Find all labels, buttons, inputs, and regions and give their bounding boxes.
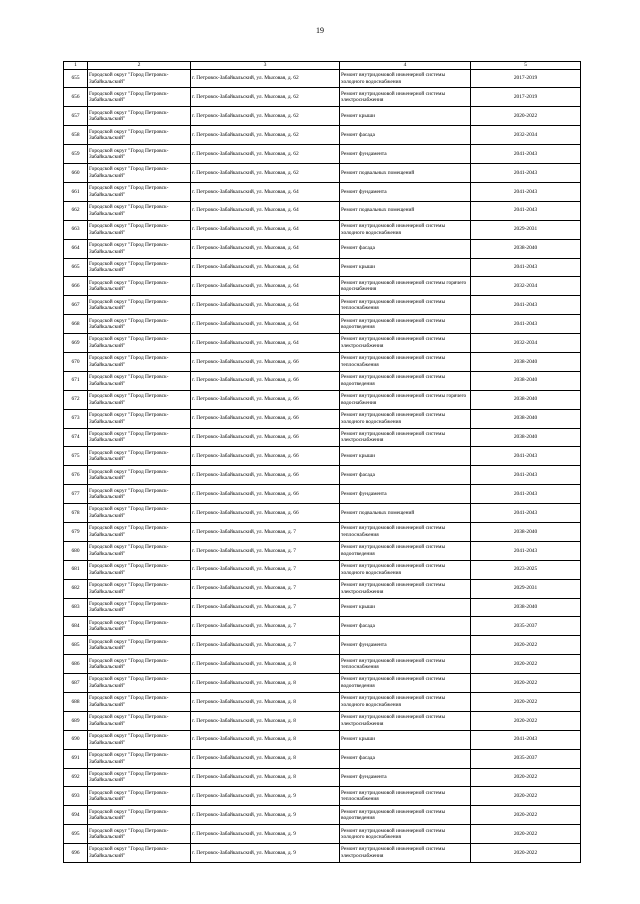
municipality-cell: Городской округ "Город Петровск-Забайкальский" <box>88 334 191 353</box>
address-cell: г. Петровск-Забайкальский, ул. Мысовая, д. 7 <box>191 617 340 636</box>
row-number: 658 <box>64 126 88 145</box>
address-cell: г. Петровск-Забайкальский, ул. Мысовая, д. 66 <box>191 409 340 428</box>
table-row <box>64 88 581 107</box>
address-cell: г. Петровск-Забайкальский, ул. Мысовая, д. 8 <box>191 768 340 787</box>
row-number: 664 <box>64 239 88 258</box>
row-number: 671 <box>64 371 88 390</box>
work-type-cell: Ремонт внутридомовой инженерной системы водоотведения <box>340 315 471 334</box>
period-cell: 2041-2043 <box>471 164 581 183</box>
period-cell: 2041-2043 <box>471 466 581 485</box>
work-type-cell: Ремонт фасада <box>340 126 471 145</box>
work-type-cell: Ремонт внутридомовой инженерной системы горячего водоснабжения <box>340 277 471 296</box>
address-cell: г. Петровск-Забайкальский, ул. Мысовая, д. 66 <box>191 428 340 447</box>
address-cell: г. Петровск-Забайкальский, ул. Мысовая, д. 64 <box>191 239 340 258</box>
period-cell: 2041-2043 <box>471 258 581 277</box>
municipality-cell: Городской округ "Город Петровск-Забайкальский" <box>88 220 191 239</box>
row-number: 665 <box>64 258 88 277</box>
period-cell: 2020-2022 <box>471 787 581 806</box>
municipality-cell: Городской округ "Город Петровск-Забайкальский" <box>88 466 191 485</box>
row-number: 669 <box>64 334 88 353</box>
municipality-cell: Городской округ "Город Петровск-Забайкальский" <box>88 806 191 825</box>
address-cell: г. Петровск-Забайкальский, ул. Мысовая, д. 7 <box>191 560 340 579</box>
address-cell: г. Петровск-Забайкальский, ул. Мысовая, д. 64 <box>191 334 340 353</box>
work-type-cell: Ремонт внутридомовой инженерной системы холодного водоснабжения <box>340 409 471 428</box>
row-number: 685 <box>64 636 88 655</box>
row-number: 677 <box>64 485 88 504</box>
work-type-cell: Ремонт внутридомовой инженерной системы электроснабжения <box>340 579 471 598</box>
municipality-cell: Городской округ "Город Петровск-Забайкальский" <box>88 485 191 504</box>
municipality-cell: Городской округ "Город Петровск-Забайкальский" <box>88 315 191 334</box>
row-number: 662 <box>64 201 88 220</box>
work-type-cell: Ремонт внутридомовой инженерной системы электроснабжения <box>340 711 471 730</box>
address-cell: г. Петровск-Забайкальский, ул. Мысовая, д. 66 <box>191 390 340 409</box>
address-cell: г. Петровск-Забайкальский, ул. Мысовая, д. 7 <box>191 541 340 560</box>
work-type-cell: Ремонт крыши <box>340 447 471 466</box>
table-row <box>64 579 581 598</box>
address-cell: г. Петровск-Забайкальский, ул. Мысовая, д. 64 <box>191 315 340 334</box>
table-row <box>64 844 581 863</box>
row-number: 690 <box>64 730 88 749</box>
period-cell: 2041-2043 <box>471 145 581 164</box>
period-cell: 2020-2022 <box>471 655 581 674</box>
work-type-cell: Ремонт внутридомовой инженерной системы холодного водоснабжения <box>340 69 471 88</box>
period-cell: 2020-2022 <box>471 636 581 655</box>
period-cell: 2038-2040 <box>471 390 581 409</box>
municipality-cell: Городской округ "Город Петровск-Забайкальский" <box>88 749 191 768</box>
address-cell: г. Петровск-Забайкальский, ул. Мысовая, д. 9 <box>191 806 340 825</box>
table-row <box>64 617 581 636</box>
period-cell: 2023-2025 <box>471 560 581 579</box>
address-cell: г. Петровск-Забайкальский, ул. Мысовая, д. 62 <box>191 107 340 126</box>
municipality-cell: Городской округ "Город Петровск-Забайкальский" <box>88 371 191 390</box>
row-number: 696 <box>64 844 88 863</box>
row-number: 688 <box>64 692 88 711</box>
period-cell: 2041-2043 <box>471 296 581 315</box>
period-cell: 2038-2040 <box>471 522 581 541</box>
table-row <box>64 825 581 844</box>
table-header-row <box>64 62 581 70</box>
address-cell: г. Петровск-Забайкальский, ул. Мысовая, д. 66 <box>191 352 340 371</box>
table-row <box>64 560 581 579</box>
period-cell: 2020-2022 <box>471 806 581 825</box>
row-number: 689 <box>64 711 88 730</box>
period-cell: 2032-2034 <box>471 277 581 296</box>
address-cell: г. Петровск-Забайкальский, ул. Мысовая, д. 7 <box>191 579 340 598</box>
table-row <box>64 730 581 749</box>
row-number: 692 <box>64 768 88 787</box>
work-type-cell: Ремонт фундамента <box>340 145 471 164</box>
row-number: 684 <box>64 617 88 636</box>
period-cell: 2035-2037 <box>471 617 581 636</box>
municipality-cell: Городской округ "Город Петровск-Забайкальский" <box>88 296 191 315</box>
municipality-cell: Городской округ "Город Петровск-Забайкальский" <box>88 692 191 711</box>
period-cell: 2017-2019 <box>471 69 581 88</box>
table-row <box>64 787 581 806</box>
work-type-cell: Ремонт внутридомовой инженерной системы теплоснабжения <box>340 296 471 315</box>
address-cell: г. Петровск-Забайкальский, ул. Мысовая, д. 66 <box>191 466 340 485</box>
row-number: 659 <box>64 145 88 164</box>
municipality-cell: Городской округ "Город Петровск-Забайкальский" <box>88 69 191 88</box>
header-col-2: 2 <box>88 62 191 70</box>
municipality-cell: Городской округ "Город Петровск-Забайкальский" <box>88 447 191 466</box>
work-type-cell: Ремонт внутридомовой инженерной системы водоотведения <box>340 371 471 390</box>
row-number: 673 <box>64 409 88 428</box>
work-type-cell: Ремонт внутридомовой инженерной системы холодного водоснабжения <box>340 560 471 579</box>
work-type-cell: Ремонт внутридомовой инженерной системы теплоснабжения <box>340 655 471 674</box>
period-cell: 2038-2040 <box>471 409 581 428</box>
work-type-cell: Ремонт фундамента <box>340 485 471 504</box>
address-cell: г. Петровск-Забайкальский, ул. Мысовая, д. 64 <box>191 296 340 315</box>
period-cell: 2041-2043 <box>471 201 581 220</box>
table-row <box>64 334 581 353</box>
work-type-cell: Ремонт внутридомовой инженерной системы холодного водоснабжения <box>340 825 471 844</box>
work-type-cell: Ремонт крыши <box>340 258 471 277</box>
row-number: 668 <box>64 315 88 334</box>
table-row <box>64 315 581 334</box>
work-type-cell: Ремонт крыши <box>340 730 471 749</box>
period-cell: 2029-2031 <box>471 579 581 598</box>
address-cell: г. Петровск-Забайкальский, ул. Мысовая, д. 66 <box>191 485 340 504</box>
work-type-cell: Ремонт внутридомовой инженерной системы водоотведения <box>340 541 471 560</box>
table-row <box>64 201 581 220</box>
period-cell: 2041-2043 <box>471 447 581 466</box>
period-cell: 2041-2043 <box>471 504 581 523</box>
work-type-cell: Ремонт внутридомовой инженерной системы теплоснабжения <box>340 787 471 806</box>
address-cell: г. Петровск-Забайкальский, ул. Мысовая, д. 8 <box>191 655 340 674</box>
municipality-cell: Городской округ "Город Петровск-Забайкальский" <box>88 636 191 655</box>
page-number: 19 <box>316 26 324 35</box>
table-row <box>64 277 581 296</box>
work-type-cell: Ремонт внутридомовой инженерной системы горячего водоснабжения <box>340 390 471 409</box>
row-number: 676 <box>64 466 88 485</box>
address-cell: г. Петровск-Забайкальский, ул. Мысовая, д. 62 <box>191 145 340 164</box>
municipality-cell: Городской округ "Город Петровск-Забайкальский" <box>88 390 191 409</box>
row-number: 679 <box>64 522 88 541</box>
period-cell: 2041-2043 <box>471 485 581 504</box>
address-cell: г. Петровск-Забайкальский, ул. Мысовая, д. 8 <box>191 711 340 730</box>
address-cell: г. Петровск-Забайкальский, ул. Мысовая, д. 64 <box>191 182 340 201</box>
period-cell: 2041-2043 <box>471 541 581 560</box>
address-cell: г. Петровск-Забайкальский, ул. Мысовая, д. 64 <box>191 201 340 220</box>
row-number: 656 <box>64 88 88 107</box>
municipality-cell: Городской округ "Город Петровск-Забайкальский" <box>88 844 191 863</box>
table-row <box>64 768 581 787</box>
period-cell: 2041-2043 <box>471 182 581 201</box>
address-cell: г. Петровск-Забайкальский, ул. Мысовая, д. 66 <box>191 371 340 390</box>
header-col-1: 1 <box>64 62 88 70</box>
address-cell: г. Петровск-Забайкальский, ул. Мысовая, д. 62 <box>191 164 340 183</box>
municipality-cell: Городской округ "Город Петровск-Забайкальский" <box>88 825 191 844</box>
table-row <box>64 485 581 504</box>
municipality-cell: Городской округ "Город Петровск-Забайкальский" <box>88 787 191 806</box>
municipality-cell: Городской округ "Город Петровск-Забайкальский" <box>88 617 191 636</box>
municipality-cell: Городской округ "Город Петровск-Забайкальский" <box>88 182 191 201</box>
address-cell: г. Петровск-Забайкальский, ул. Мысовая, д. 7 <box>191 598 340 617</box>
address-cell: г. Петровск-Забайкальский, ул. Мысовая, д. 62 <box>191 69 340 88</box>
table-row <box>64 164 581 183</box>
period-cell: 2041-2043 <box>471 730 581 749</box>
period-cell: 2017-2019 <box>471 88 581 107</box>
row-number: 680 <box>64 541 88 560</box>
municipality-cell: Городской округ "Город Петровск-Забайкальский" <box>88 428 191 447</box>
table-row <box>64 126 581 145</box>
address-cell: г. Петровск-Забайкальский, ул. Мысовая, д. 64 <box>191 258 340 277</box>
row-number: 657 <box>64 107 88 126</box>
table-row <box>64 711 581 730</box>
address-cell: г. Петровск-Забайкальский, ул. Мысовая, д. 8 <box>191 674 340 693</box>
work-type-cell: Ремонт внутридомовой инженерной системы электроснабжения <box>340 88 471 107</box>
work-type-cell: Ремонт подвальных помещений <box>340 164 471 183</box>
period-cell: 2020-2022 <box>471 825 581 844</box>
municipality-cell: Городской округ "Город Петровск-Забайкальский" <box>88 145 191 164</box>
municipality-cell: Городской округ "Город Петровск-Забайкальский" <box>88 201 191 220</box>
municipality-cell: Городской округ "Город Петровск-Забайкальский" <box>88 239 191 258</box>
work-type-cell: Ремонт внутридомовой инженерной системы водоотведения <box>340 674 471 693</box>
work-type-cell: Ремонт внутридомовой инженерной системы теплоснабжения <box>340 522 471 541</box>
address-cell: г. Петровск-Забайкальский, ул. Мысовая, д. 66 <box>191 447 340 466</box>
municipality-cell: Городской округ "Город Петровск-Забайкальский" <box>88 126 191 145</box>
table-row <box>64 107 581 126</box>
period-cell: 2035-2037 <box>471 749 581 768</box>
period-cell: 2032-2034 <box>471 334 581 353</box>
row-number: 667 <box>64 296 88 315</box>
period-cell: 2038-2040 <box>471 428 581 447</box>
period-cell: 2041-2043 <box>471 315 581 334</box>
work-type-cell: Ремонт подвальных помещений <box>340 504 471 523</box>
table-row <box>64 466 581 485</box>
row-number: 678 <box>64 504 88 523</box>
table-row <box>64 636 581 655</box>
municipality-cell: Городской округ "Город Петровск-Забайкальский" <box>88 164 191 183</box>
table-row <box>64 692 581 711</box>
address-cell: г. Петровск-Забайкальский, ул. Мысовая, д. 66 <box>191 504 340 523</box>
work-type-cell: Ремонт подвальных помещений <box>340 201 471 220</box>
municipality-cell: Городской округ "Город Петровск-Забайкальский" <box>88 730 191 749</box>
period-cell: 2032-2034 <box>471 126 581 145</box>
work-type-cell: Ремонт крыши <box>340 107 471 126</box>
work-type-cell: Ремонт внутридомовой инженерной системы электроснабжения <box>340 428 471 447</box>
work-type-cell: Ремонт внутридомовой инженерной системы холодного водоснабжения <box>340 220 471 239</box>
municipality-cell: Городской округ "Город Петровск-Забайкальский" <box>88 409 191 428</box>
row-number: 666 <box>64 277 88 296</box>
municipality-cell: Городской округ "Город Петровск-Забайкальский" <box>88 655 191 674</box>
table-row <box>64 296 581 315</box>
address-cell: г. Петровск-Забайкальский, ул. Мысовая, д. 8 <box>191 692 340 711</box>
address-cell: г. Петровск-Забайкальский, ул. Мысовая, д. 9 <box>191 787 340 806</box>
row-number: 693 <box>64 787 88 806</box>
row-number: 655 <box>64 69 88 88</box>
municipality-cell: Городской округ "Город Петровск-Забайкальский" <box>88 711 191 730</box>
work-type-cell: Ремонт фасада <box>340 239 471 258</box>
address-cell: г. Петровск-Забайкальский, ул. Мысовая, д. 7 <box>191 522 340 541</box>
row-number: 661 <box>64 182 88 201</box>
table-row <box>64 390 581 409</box>
row-number: 672 <box>64 390 88 409</box>
municipality-cell: Городской округ "Город Петровск-Забайкальский" <box>88 258 191 277</box>
table-row <box>64 239 581 258</box>
row-number: 686 <box>64 655 88 674</box>
row-number: 675 <box>64 447 88 466</box>
row-number: 687 <box>64 674 88 693</box>
row-number: 663 <box>64 220 88 239</box>
period-cell: 2038-2040 <box>471 352 581 371</box>
row-number: 674 <box>64 428 88 447</box>
period-cell: 2038-2040 <box>471 598 581 617</box>
address-cell: г. Петровск-Забайкальский, ул. Мысовая, д. 62 <box>191 88 340 107</box>
work-type-cell: Ремонт внутридомовой инженерной системы водоотведения <box>340 806 471 825</box>
row-number: 695 <box>64 825 88 844</box>
table-row <box>64 69 581 88</box>
table-row <box>64 541 581 560</box>
table-row <box>64 371 581 390</box>
work-type-cell: Ремонт фасада <box>340 466 471 485</box>
work-type-cell: Ремонт внутридомовой инженерной системы электроснабжения <box>340 844 471 863</box>
address-cell: г. Петровск-Забайкальский, ул. Мысовая, д. 64 <box>191 220 340 239</box>
row-number: 691 <box>64 749 88 768</box>
work-type-cell: Ремонт крыши <box>340 598 471 617</box>
table-row <box>64 220 581 239</box>
period-cell: 2020-2022 <box>471 692 581 711</box>
address-cell: г. Петровск-Забайкальский, ул. Мысовая, д. 9 <box>191 844 340 863</box>
address-cell: г. Петровск-Забайкальский, ул. Мысовая, д. 7 <box>191 636 340 655</box>
work-type-cell: Ремонт фундамента <box>340 636 471 655</box>
work-type-cell: Ремонт фасада <box>340 617 471 636</box>
period-cell: 2020-2022 <box>471 107 581 126</box>
municipality-cell: Городской округ "Город Петровск-Забайкальский" <box>88 504 191 523</box>
table-row <box>64 749 581 768</box>
row-number: 682 <box>64 579 88 598</box>
table-row <box>64 447 581 466</box>
period-cell: 2020-2022 <box>471 844 581 863</box>
table-row <box>64 504 581 523</box>
table-row <box>64 352 581 371</box>
municipality-cell: Городской округ "Город Петровск-Забайкальский" <box>88 674 191 693</box>
municipality-cell: Городской округ "Город Петровск-Забайкальский" <box>88 560 191 579</box>
table-row <box>64 428 581 447</box>
address-cell: г. Петровск-Забайкальский, ул. Мысовая, д. 8 <box>191 749 340 768</box>
table-row <box>64 806 581 825</box>
work-type-cell: Ремонт фасада <box>340 749 471 768</box>
table-row <box>64 655 581 674</box>
table-row <box>64 598 581 617</box>
row-number: 683 <box>64 598 88 617</box>
row-number: 681 <box>64 560 88 579</box>
period-cell: 2038-2040 <box>471 371 581 390</box>
municipality-cell: Городской округ "Город Петровск-Забайкальский" <box>88 541 191 560</box>
address-cell: г. Петровск-Забайкальский, ул. Мысовая, д. 9 <box>191 825 340 844</box>
period-cell: 2020-2022 <box>471 768 581 787</box>
table-row <box>64 409 581 428</box>
address-cell: г. Петровск-Забайкальский, ул. Мысовая, д. 62 <box>191 126 340 145</box>
header-col-5: 5 <box>471 62 581 70</box>
work-type-cell: Ремонт фундамента <box>340 182 471 201</box>
header-col-3: 3 <box>191 62 340 70</box>
period-cell: 2029-2031 <box>471 220 581 239</box>
row-number: 670 <box>64 352 88 371</box>
work-type-cell: Ремонт внутридомовой инженерной системы теплоснабжения <box>340 352 471 371</box>
table-row <box>64 145 581 164</box>
period-cell: 2038-2040 <box>471 239 581 258</box>
municipality-cell: Городской округ "Город Петровск-Забайкальский" <box>88 88 191 107</box>
table-row <box>64 258 581 277</box>
municipality-cell: Городской округ "Город Петровск-Забайкальский" <box>88 107 191 126</box>
table-body <box>64 69 581 862</box>
address-cell: г. Петровск-Забайкальский, ул. Мысовая, д. 8 <box>191 730 340 749</box>
municipality-cell: Городской округ "Город Петровск-Забайкальский" <box>88 579 191 598</box>
address-cell: г. Петровск-Забайкальский, ул. Мысовая, д. 64 <box>191 277 340 296</box>
row-number: 660 <box>64 164 88 183</box>
table-row <box>64 522 581 541</box>
row-number: 694 <box>64 806 88 825</box>
table-row <box>64 182 581 201</box>
work-type-cell: Ремонт внутридомовой инженерной системы холодного водоснабжения <box>340 692 471 711</box>
municipality-cell: Городской округ "Город Петровск-Забайкальский" <box>88 277 191 296</box>
municipality-cell: Городской округ "Город Петровск-Забайкальский" <box>88 768 191 787</box>
repair-schedule-table <box>63 61 581 863</box>
table-row <box>64 674 581 693</box>
municipality-cell: Городской округ "Город Петровск-Забайкальский" <box>88 522 191 541</box>
header-col-4: 4 <box>340 62 471 70</box>
work-type-cell: Ремонт внутридомовой инженерной системы электроснабжения <box>340 334 471 353</box>
period-cell: 2020-2022 <box>471 711 581 730</box>
municipality-cell: Городской округ "Город Петровск-Забайкальский" <box>88 598 191 617</box>
municipality-cell: Городской округ "Город Петровск-Забайкальский" <box>88 352 191 371</box>
period-cell: 2020-2022 <box>471 674 581 693</box>
work-type-cell: Ремонт фундамента <box>340 768 471 787</box>
